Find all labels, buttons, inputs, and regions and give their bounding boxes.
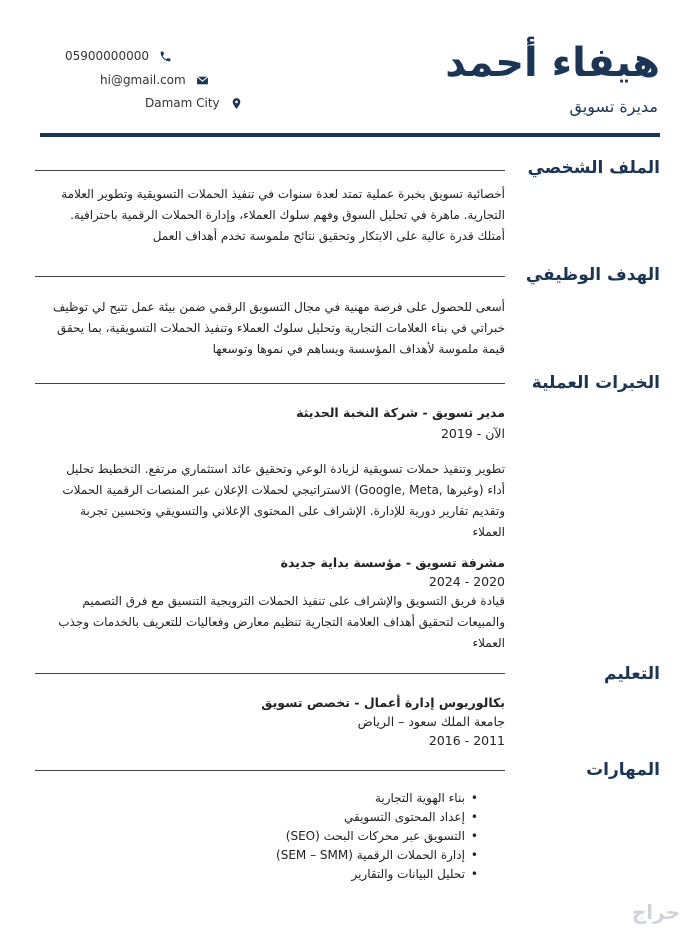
job-date: الآن - 2019 (440, 426, 505, 441)
job-entry (45, 555, 505, 654)
contact-phone (65, 49, 172, 63)
job-description: قيادة فريق التسويق والإشراف على تنفيذ الحملات الترويجية التنسيق مع فرق التصميم والمبيعات لتحقيق أهداف العلامة التجارية تنظيم معارض وفعاليات للتعريف بالخدمات وجذب العملاء (58, 594, 505, 650)
skill-item: • إعداد المحتوى التسويقي (276, 808, 478, 827)
phone-value: 05900000000 (65, 49, 149, 63)
skill-item: • بناء الهوية التجارية (276, 789, 478, 808)
location-value: Damam City (145, 96, 220, 110)
university: جامعة الملك سعود – الرياض (357, 714, 505, 729)
job-date: 2020 - 2024 (428, 574, 505, 589)
objective-divider (35, 276, 505, 277)
education-years: 2011 - 2016 (428, 733, 505, 748)
skills-divider (35, 770, 505, 771)
education-entry (45, 695, 505, 748)
experience-divider (35, 383, 505, 384)
email-value: hi@gmail.com (100, 73, 186, 87)
profile-divider (35, 170, 505, 171)
degree: بكالوريوس إدارة أعمال - تخصص تسويق (261, 695, 505, 710)
watermark: حراج (631, 900, 680, 924)
contact-email (100, 73, 209, 87)
job-role: مشرفة تسويق - مؤسسة بداية جديدة (280, 555, 505, 570)
profile-heading: الملف الشخصي (527, 158, 660, 178)
job-entry (45, 405, 505, 543)
skills-list (276, 789, 478, 884)
skill-item: • تحليل البيانات والتقارير (276, 865, 478, 884)
skills-heading: المهارات (586, 760, 660, 780)
resume-name: هيفاء أحمد (445, 40, 660, 86)
envelope-icon (196, 74, 209, 87)
education-divider (35, 673, 505, 674)
location-pin-icon (230, 97, 243, 110)
experience-heading: الخبرات العملية (531, 373, 660, 393)
job-description: تطوير وتنفيذ حملات تسويقية لزيادة الوعي وتحقيق عائد استثماري مرتفع. التخطيط تحليل أداء (وغيرها ,Google, Meta) الاستراتيجي لحملات الإعلان عبر المنصات الرقمية الحملات وتقديم تقارير دورية للإدارة. الإشراف على المحتوى الإعلاني والتسويقي وتحسين تجربة العملاء (62, 462, 505, 539)
education-heading: التعليم (604, 664, 660, 684)
resume-job-title: مديرة تسويق (569, 97, 658, 116)
header-divider (40, 133, 660, 137)
skill-item: • إدارة الحملات الرقمية (SEM – SMM) (276, 846, 478, 865)
objective-text: أسعى للحصول على فرصة مهنية في مجال التسويق الرقمي ضمن بيئة عمل تتيح لي توظيف خبراتي في بناء العلامات التجارية وتحليل سلوك العملاء وتنفيذ الحملات التسويقية، بما يحقق قيمة ملموسة لأهداف المؤسسة ويساهم في نموها وتوسعها (52, 300, 505, 356)
objective-heading: الهدف الوظيفي (525, 265, 660, 285)
contact-location (145, 96, 243, 110)
profile-text: أخصائية تسويق بخبرة عملية تمتد لعدة سنوات في تنفيذ الحملات التسويقية وتطوير العلامة التجارية. ماهرة في تحليل السوق وفهم سلوك العملاء، وإدارة الحملات الرقمية باحترافية. أمتلك قدرة عالية على الابتكار وتحقيق نتائج ملموسة تخدم أهداف العمل (61, 187, 505, 243)
job-role: مدير تسويق - شركة النخبة الحديثة (296, 405, 505, 420)
phone-icon (159, 50, 172, 63)
skill-item: • التسويق عبر محركات البحث (SEO) (276, 827, 478, 846)
